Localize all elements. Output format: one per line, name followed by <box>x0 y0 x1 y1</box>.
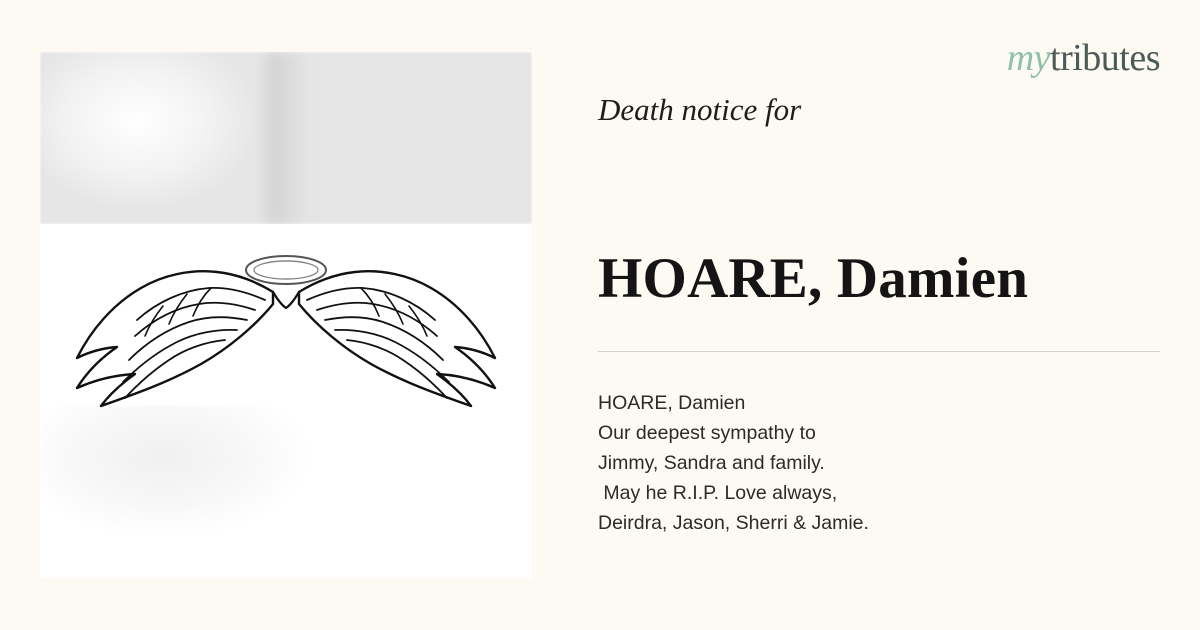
page-title: HOARE, Damien <box>598 247 1029 311</box>
notice-message-line: May he R.I.P. Love always, <box>598 482 838 504</box>
brand-logo[interactable] <box>1007 36 1160 80</box>
brand-logo-tributes: tributes <box>1050 37 1160 79</box>
brand-logo-my: my <box>1006 37 1051 79</box>
image-blur-top <box>40 52 532 224</box>
notice-message-line: Jimmy, Sandra and family. <box>598 452 825 474</box>
notice-message <box>598 388 1168 538</box>
notice-message-line: Deirdra, Jason, Sherri & Jamie. <box>598 512 869 534</box>
memorial-image <box>40 52 532 578</box>
notice-message-line: Our deepest sympathy to <box>598 422 816 444</box>
image-blur-bottom <box>40 406 532 578</box>
notice-eyebrow: Death notice for <box>598 92 802 127</box>
angel-wings-icon <box>51 230 521 410</box>
notice-message-line: HOARE, Damien <box>598 392 746 414</box>
divider <box>598 351 1160 352</box>
